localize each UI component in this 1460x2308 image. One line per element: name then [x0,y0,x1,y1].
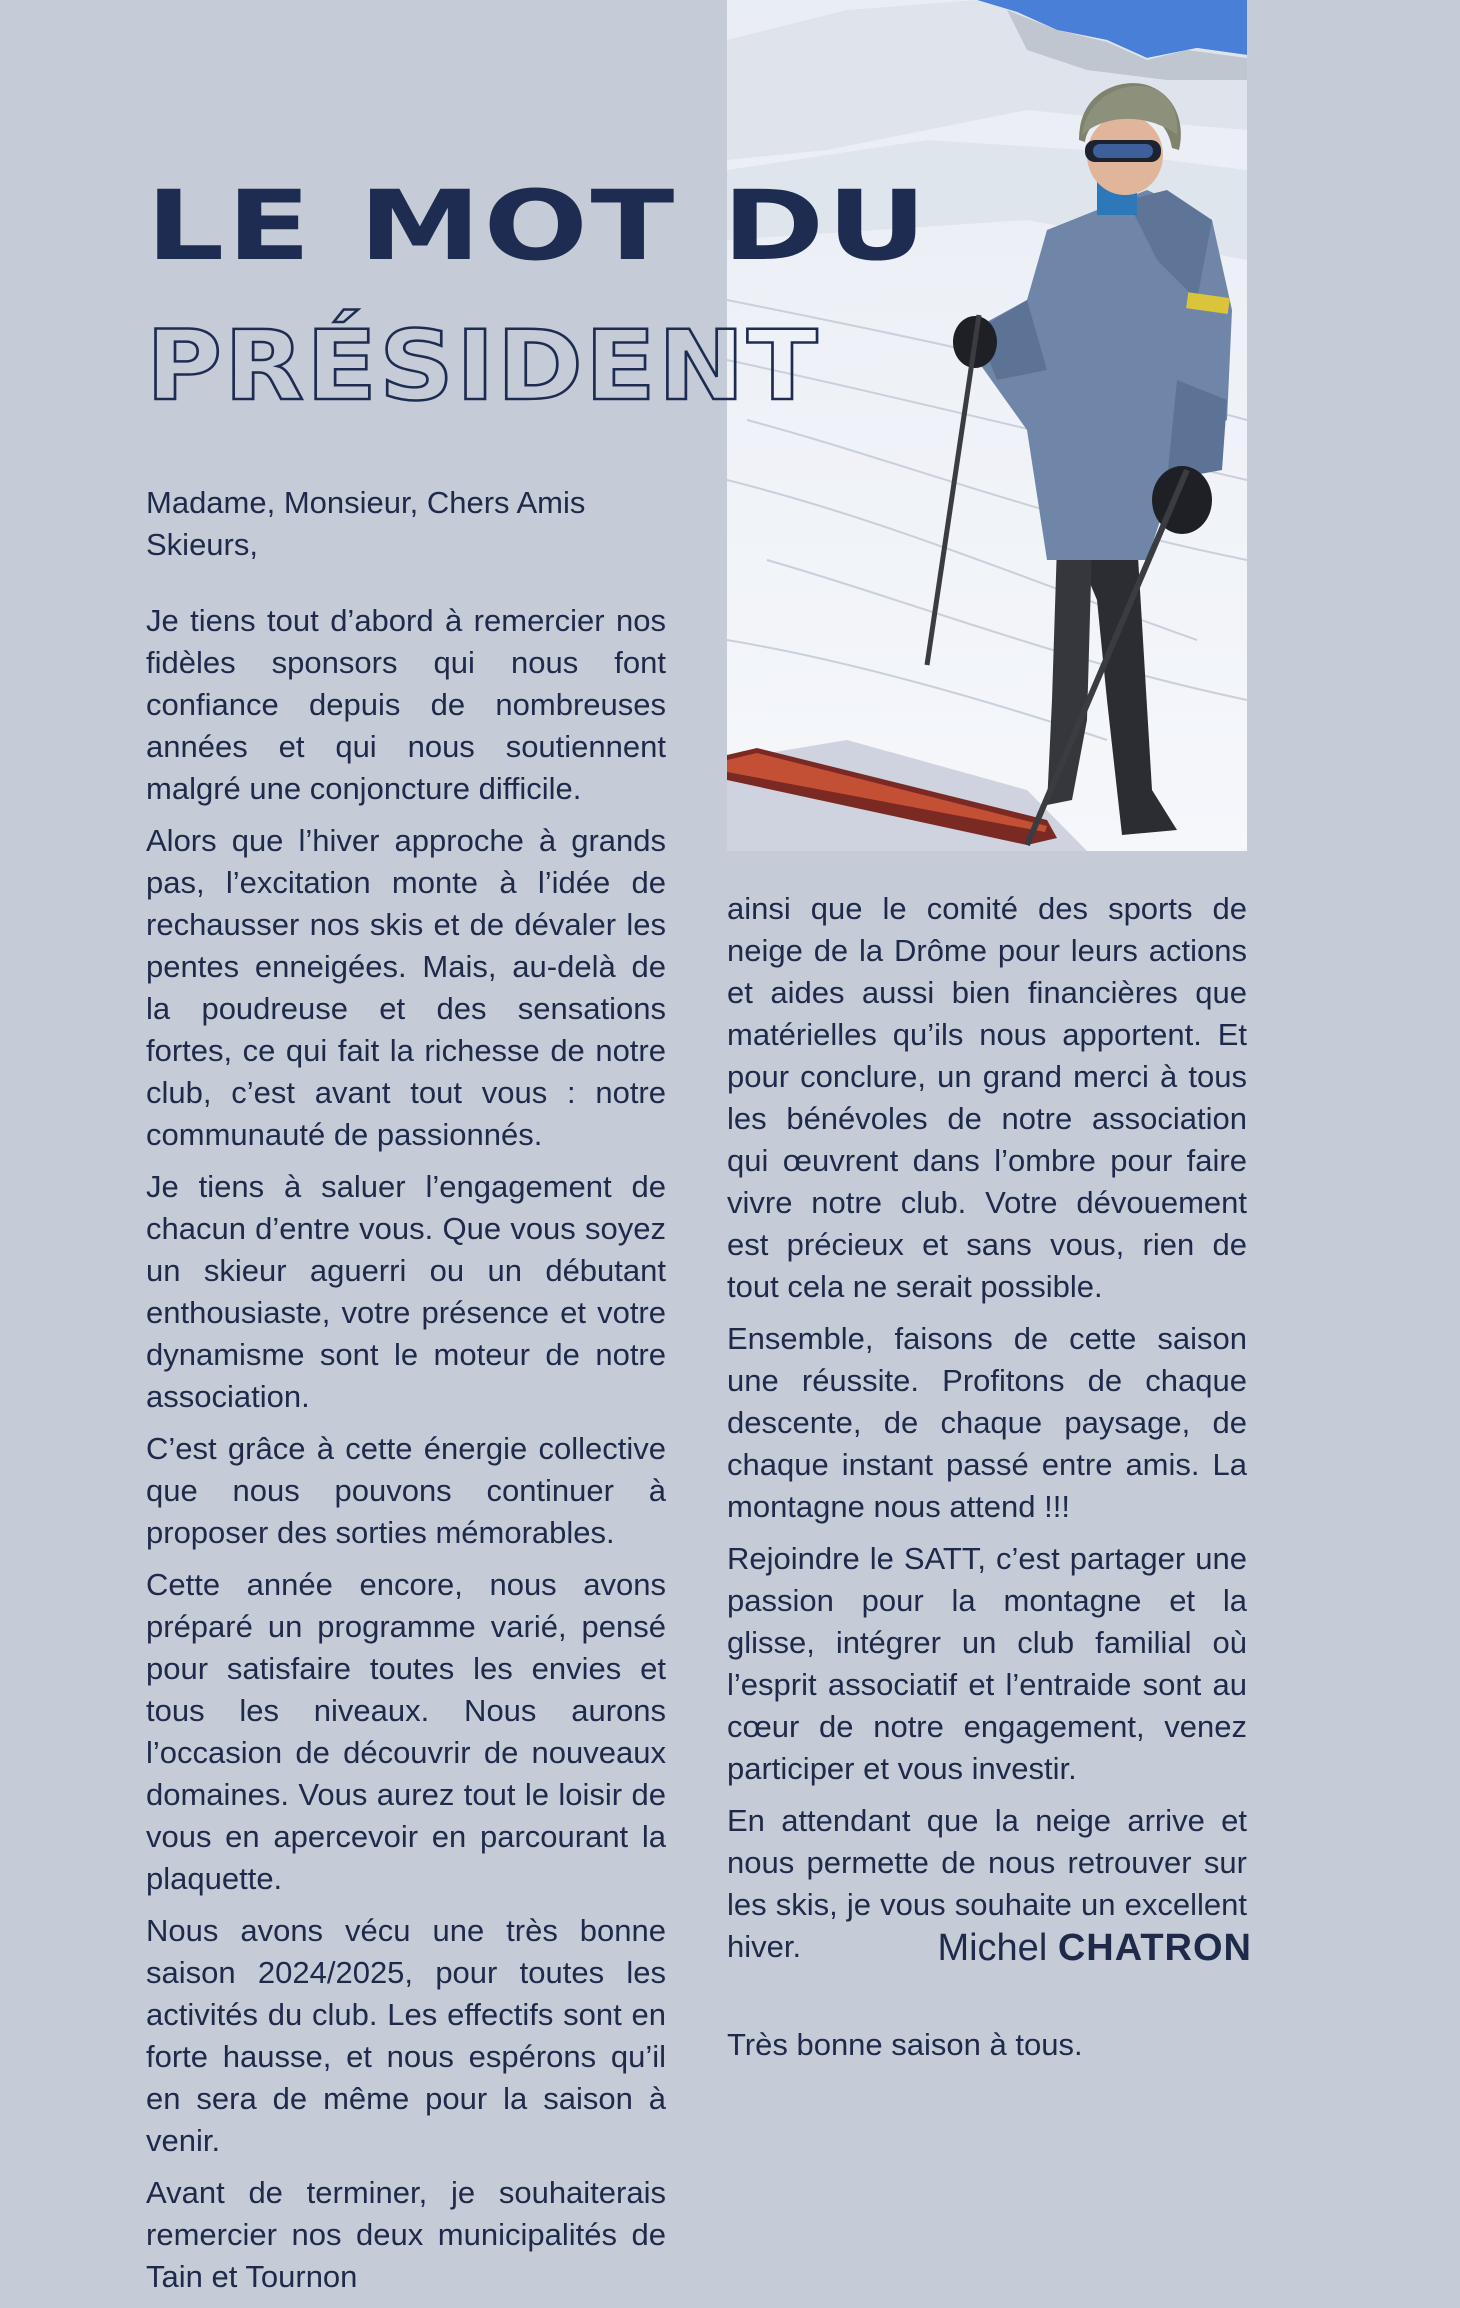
letter-left-column [146,482,666,2308]
letter-paragraph: Je tiens à saluer l’engagement de chacun d’entre vous. Que vous soyez un skieur aguerri ou un débutant enthousiaste, votre présence et votre dynamisme sont le moteur de notre association. [146,1169,666,1414]
letter-right-column [727,888,1247,2076]
letter-paragraph: Ensemble, faisons de cette saison une réussite. Profitons de chaque descente, de chaque paysage, de chaque instant passé entre amis. La montagne nous attend !!! [727,1321,1247,1524]
letter-paragraph: Rejoindre le SATT, c’est partager une passion pour la montagne et la glisse, intégrer un club familial où l’esprit associatif et l’entraide sont au cœur de notre engagement, venez participer et vous investir. [727,1541,1247,1786]
skier-photo [727,0,1247,851]
skier-icon [727,0,1247,851]
letter-paragraph: C’est grâce à cette énergie collective que nous pouvons continuer à proposer des sorties mémorables. [146,1431,666,1550]
page-title-line1: LE MOT DU [146,170,930,282]
letter-paragraph: Cette année encore, nous avons préparé un programme varié, pensé pour satisfaire toutes les envies et tous les niveaux. Nous aurons l’occasion de découvrir de nouveaux domaines. Vous aurez tout le loisir de vous en apercevoir en parcourant la plaquette. [146,1567,666,1896]
signature-last-name: CHATRON [1057,1927,1252,1969]
letter-paragraph: ainsi que le comité des sports de neige de la Drôme pour leurs actions et aides aussi bien financières que matérielles qu’ils nous apportent. Et pour conclure, un grand merci à tous les bénévoles de notre association qui œuvrent dans l’ombre pour faire vivre notre club. Votre dévouement est précieux et sans vous, rien de tout cela ne serait possible. [727,891,1247,1304]
letter-paragraph: En attendant que la neige arrive et nous permette de nous retrouver sur les skis, je vous souhaite un excellent hiver. [727,1803,1247,1964]
signature-first-name: Michel [937,1927,1048,1969]
page-title-line2: PRÉSIDENT [146,310,820,422]
letter-greeting: Madame, Monsieur, Chers Amis Skieurs, [146,485,586,562]
letter-paragraph: Alors que l’hiver approche à grands pas, l’excitation monte à l’idée de rechausser nos skis et de dévaler les pentes enneigées. Mais, au-delà de la poudreuse et des sensations fortes, ce qui fait la richesse de notre club, c’est avant tout vous : notre communauté de passionnés. [146,823,666,1152]
letter-paragraph: Je tiens tout d’abord à remercier nos fidèles sponsors qui nous font confiance depuis de nombreuses années et qui nous soutiennent malgré une conjoncture difficile. [146,603,666,806]
letter-paragraph: Avant de terminer, je souhaiterais remercier nos deux municipalités de Tain et Tournon [146,2175,666,2294]
letter-paragraph: Nous avons vécu une très bonne saison 2024/2025, pour toutes les activités du club. Les effectifs sont en forte hausse, et nous espérons qu’il en sera de même pour la saison à venir. [146,1913,666,2158]
signature [937,1925,1252,1971]
letter-closing: Très bonne saison à tous. [727,2027,1083,2062]
